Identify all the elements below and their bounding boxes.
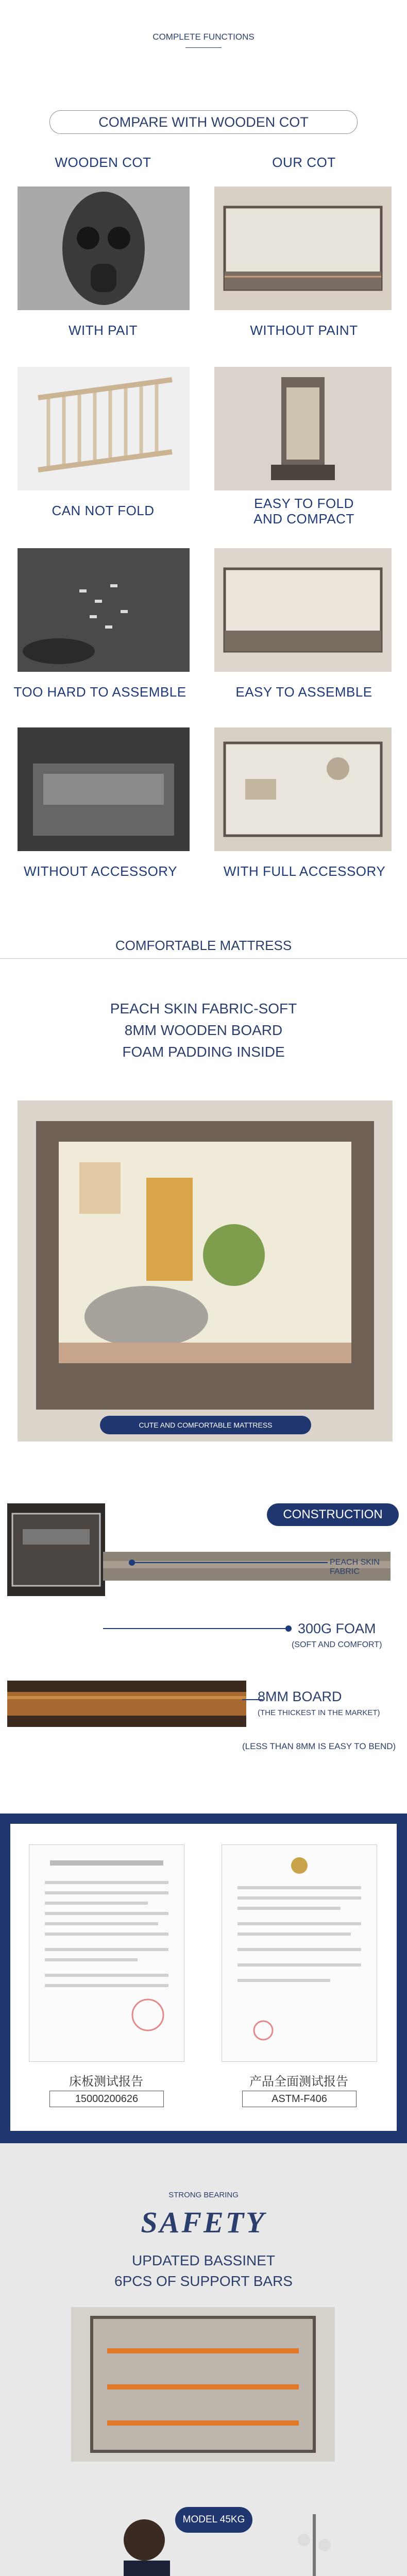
reports-band xyxy=(0,1814,407,2143)
our-cot-photo-1 xyxy=(214,187,392,310)
model-weight-bubble: MODEL 45KG xyxy=(175,2507,252,2533)
report-document-1 xyxy=(29,1844,184,2062)
layer-label-fabric: PEACH SKIN FABRIC xyxy=(330,1558,380,1576)
compare-row2-left: CAN NOT FOLD xyxy=(52,503,155,518)
mattress-photo-label: CUTE AND COMFORTABLE MATTRESS xyxy=(100,1416,311,1434)
wooden-cot-heading: WOODEN COT xyxy=(55,155,151,170)
layer-note-foam: (SOFT AND COMFORT) xyxy=(292,1640,382,1649)
compare-pill xyxy=(49,110,358,134)
safety-title: SAFETY xyxy=(141,2206,266,2239)
our-cot-heading: OUR COT xyxy=(272,155,336,170)
mattress-line-3: FOAM PADDING INSIDE xyxy=(122,1044,285,1060)
report-code-1: 15000200626 xyxy=(49,2091,164,2107)
compare-row4-left: WITHOUT ACCESSORY xyxy=(24,863,177,879)
layer-note-board: (THE THICKEST IN THE MARKET) xyxy=(258,1708,380,1717)
compare-row1-left: WITH PAIT xyxy=(68,323,138,338)
report-document-2 xyxy=(222,1844,377,2062)
mattress-line-2: 8MM WOODEN BOARD xyxy=(124,1022,283,1038)
layer-label-foam: 300G FOAM xyxy=(298,1621,376,1636)
compare-row3-left: TOO HARD TO ASSEMBLE xyxy=(13,684,186,700)
compare-row2-right: EASY TO FOLD AND COMPACT xyxy=(253,496,354,527)
layer-label-board: 8MM BOARD xyxy=(258,1689,342,1704)
bassinet-frame-photo xyxy=(71,2307,335,2462)
board-layer xyxy=(7,1681,246,1727)
reports-panel xyxy=(10,1824,397,2131)
foam-pointer-line xyxy=(103,1628,287,1629)
wooden-cot-paint-photo xyxy=(18,187,190,310)
construction-footnote: (LESS THAN 8MM IS EASY TO BEND) xyxy=(242,1741,396,1751)
fabric-pointer-dot xyxy=(129,1560,135,1566)
fabric-pointer-line xyxy=(132,1562,328,1563)
title-underline xyxy=(185,47,222,48)
wooden-cot-screws-photo xyxy=(18,548,190,672)
compare-pill-label: COMPARE WITH WOODEN COT xyxy=(98,114,309,130)
wooden-cot-fold-photo xyxy=(18,367,190,490)
page-title: COMPLETE FUNCTIONS xyxy=(152,32,255,42)
safety-kicker: STRONG BEARING xyxy=(168,2191,239,2199)
mattress-heading: COMFORTABLE MATTRESS xyxy=(115,938,292,953)
our-cot-folded-photo xyxy=(214,367,392,490)
compare-row1-right: WITHOUT PAINT xyxy=(250,323,358,338)
safety-line-2: 6PCS OF SUPPORT BARS xyxy=(114,2273,293,2289)
construction-closeup-photo xyxy=(7,1503,105,1596)
mattress-photo xyxy=(18,1100,393,1442)
report-title-1: 床板测试报告 xyxy=(69,2074,143,2089)
foam-pointer-dot xyxy=(285,1625,292,1632)
our-cot-accessory-photo xyxy=(214,727,392,851)
compare-row3-right: EASY TO ASSEMBLE xyxy=(235,684,372,700)
report-code-2: ASTM-F406 xyxy=(242,2091,357,2107)
construction-badge: CONSTRUCTION xyxy=(267,1503,399,1526)
mattress-divider xyxy=(0,958,407,959)
wooden-cot-accessory-photo xyxy=(18,727,190,851)
report-title-2: 产品全面测试报告 xyxy=(249,2074,348,2089)
our-cot-assemble-photo xyxy=(214,548,392,672)
safety-line-1: UPDATED BASSINET xyxy=(132,2252,275,2268)
compare-row4-right: WITH FULL ACCESSORY xyxy=(223,863,386,879)
gas-mask-icon xyxy=(18,187,190,310)
mattress-line-1: PEACH SKIN FABRIC-SOFT xyxy=(110,1001,297,1016)
